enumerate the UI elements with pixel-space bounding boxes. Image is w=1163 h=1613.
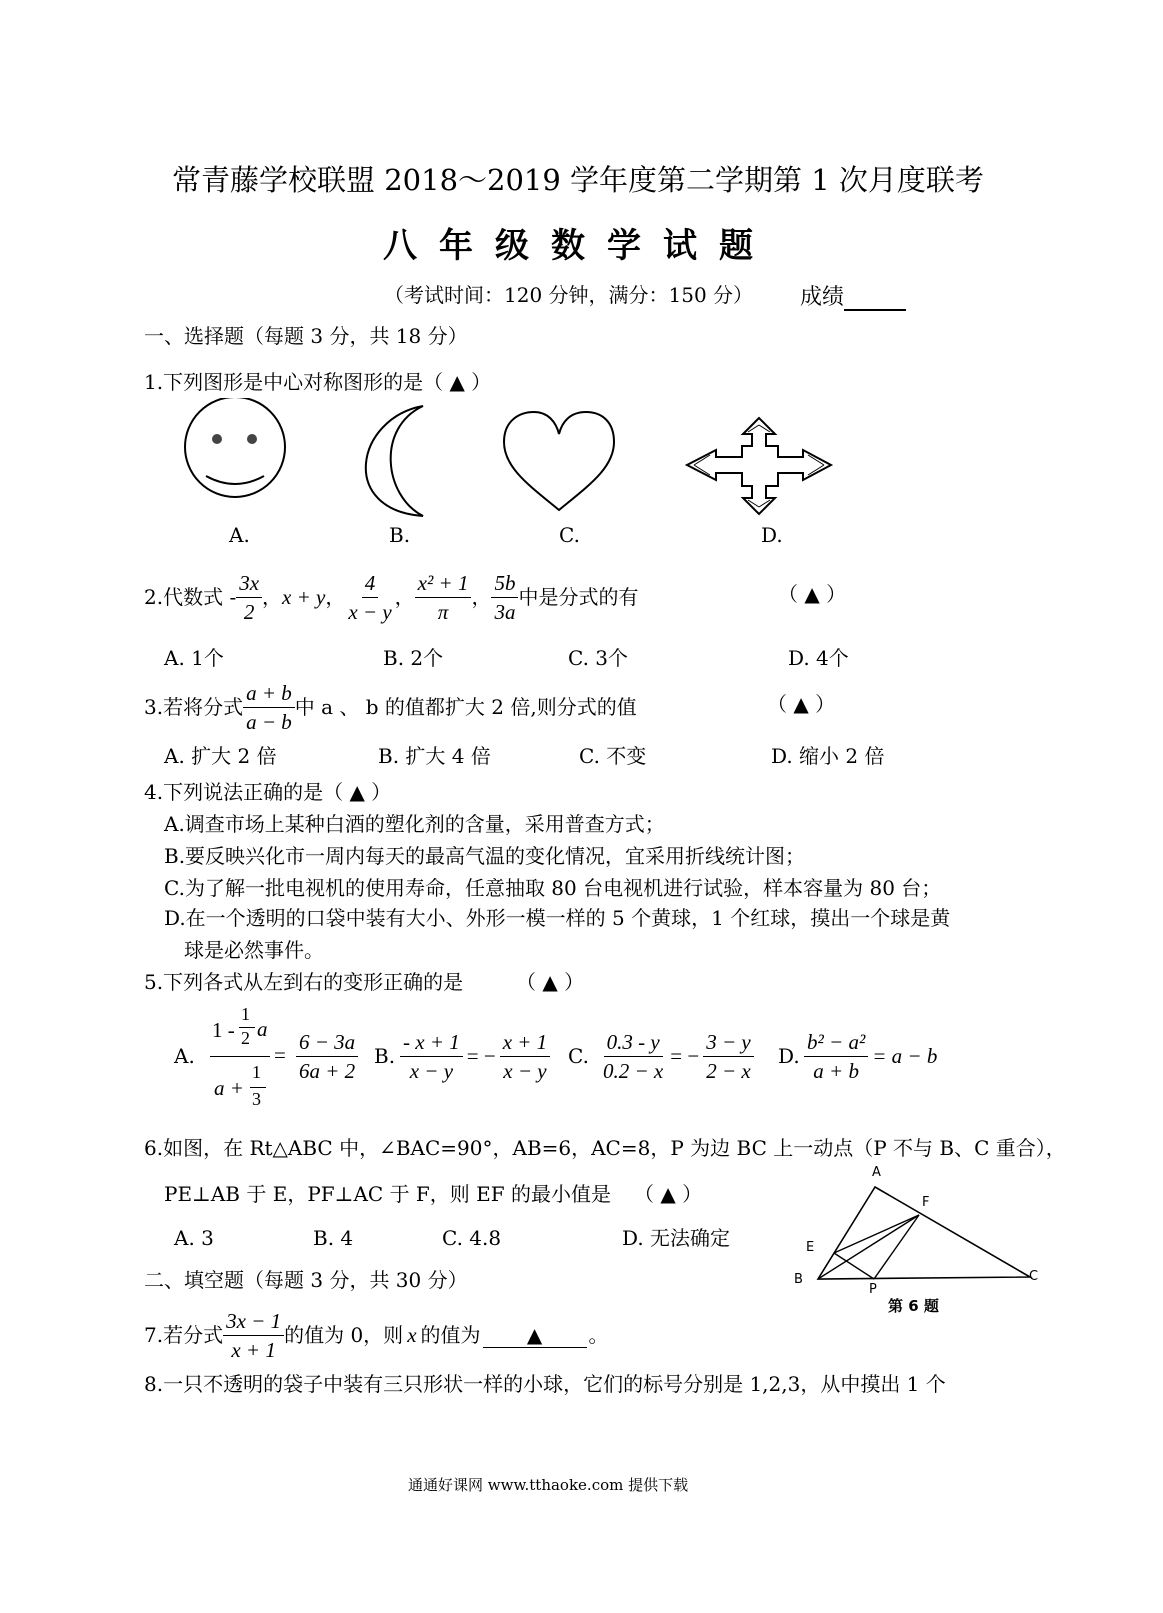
q5-a-num-a: 1 - xyxy=(212,1018,235,1042)
q3-stem xyxy=(144,676,637,738)
q7-answer-mark: ▲ xyxy=(526,1322,543,1347)
q2-f5-num: 5b xyxy=(491,571,518,598)
q5-a-den-small-bar xyxy=(250,1087,266,1088)
exam-title-line1: 常青藤学校联盟 2018～2019 学年度第二学期第 1 次月度联考 xyxy=(172,163,984,197)
q7-prefix: 7.若分式 xyxy=(144,1323,224,1347)
q2-sep2: ， xyxy=(325,585,346,609)
fig-label-c: C xyxy=(1029,1269,1039,1284)
q2-f1-den: 2 xyxy=(243,599,255,624)
four-arrow-figure xyxy=(687,418,831,514)
q2-f4-den: π xyxy=(437,599,449,624)
q6-line2: PE⊥AB 于 E，PF⊥AC 于 F，则 EF 的最小值是 xyxy=(164,1182,611,1206)
q1-label-c[interactable]: C. xyxy=(559,523,580,547)
smiley-figure xyxy=(185,398,285,497)
heart-figure xyxy=(504,412,614,510)
q4-option-d-line2: 球是必然事件。 xyxy=(184,938,324,962)
fig-label-e: E xyxy=(806,1240,815,1255)
q5-b-rhs xyxy=(500,1030,551,1083)
q4-option-c[interactable]: C.为了解一批电视机的使用寿命，任意抽取 80 台电视机进行试验，样本容量为 80 台； xyxy=(164,876,942,900)
q5-a-complex-fraction xyxy=(210,1000,270,1120)
q4-option-b[interactable]: B.要反映兴化市一周内每天的最高气温的变化情况，宜采用折线统计图； xyxy=(164,844,806,868)
q4-stem: 4.下列说法正确的是（ ▲ ） xyxy=(144,780,392,804)
q5-c-lden: 0.2 − x xyxy=(603,1059,664,1083)
q1-label-d[interactable]: D. xyxy=(761,523,783,547)
q6-option-c[interactable]: C. 4.8 xyxy=(442,1226,502,1250)
q5-c-lnum: 0.3 - y xyxy=(604,1030,663,1057)
q3-option-c[interactable]: C. 不变 xyxy=(579,744,647,768)
q2-f1-num: 3x xyxy=(236,571,262,598)
q2-fraction-1 xyxy=(236,571,262,624)
q2-option-d[interactable]: D. 4个 xyxy=(788,646,849,670)
q2-fraction-5 xyxy=(491,571,518,624)
q3-option-b[interactable]: B. 扩大 4 倍 xyxy=(378,744,491,768)
q5-b-eq: = − xyxy=(466,1044,496,1068)
q5-d-lnum: b² − a² xyxy=(804,1030,868,1057)
q2-sep4: ， xyxy=(471,585,492,609)
q7-end: 。 xyxy=(588,1323,609,1347)
q2-stem xyxy=(144,566,638,628)
q2-option-b[interactable]: B. 2个 xyxy=(383,646,444,670)
q5-label-b[interactable]: B. xyxy=(374,1044,396,1068)
crescent-figure xyxy=(366,406,423,516)
q2-option-c[interactable]: C. 3个 xyxy=(568,646,629,670)
q2-f4-num: x² + 1 xyxy=(415,571,472,598)
q7-mid: 的值为 0，则 xyxy=(284,1323,404,1347)
q5-label-a[interactable]: A. xyxy=(174,1044,195,1068)
q5-a-num-c: 2 xyxy=(241,1028,250,1048)
q3-suffix: 中 a 、 b 的值都扩大 2 倍,则分式的值 xyxy=(294,695,637,719)
q5-a-num-b: 1 xyxy=(241,1004,250,1024)
q2-fraction-4 xyxy=(415,571,472,624)
q5-a-eq: = xyxy=(274,1043,286,1067)
exam-info: （考试时间：120 分钟，满分：150 分） xyxy=(384,283,754,307)
q5-d-lhs xyxy=(804,1030,868,1083)
q2-answer-mark: （ ▲ ） xyxy=(778,582,847,606)
q2-expr2: x + y xyxy=(282,585,326,609)
q2-prefix: 2.代数式 - xyxy=(144,585,237,609)
q7-f-num: 3x − 1 xyxy=(223,1309,284,1336)
score-label: 成绩 xyxy=(800,285,845,310)
q2-suffix: 中是分式的有 xyxy=(518,585,639,609)
score-field xyxy=(800,280,906,311)
q7-f-den: x + 1 xyxy=(231,1337,276,1362)
score-blank[interactable] xyxy=(844,287,906,311)
section2-heading: 二、填空题（每题 3 分，共 30 分） xyxy=(144,1268,468,1292)
q3-f-den: a − b xyxy=(246,709,292,734)
q2-f5-den: 3a xyxy=(494,599,516,624)
q5-c-expression xyxy=(600,1030,754,1083)
q5-a-den-b: 1 xyxy=(252,1062,261,1082)
q5-b-lden: x − y xyxy=(409,1059,454,1083)
q5-a-rhs xyxy=(296,1030,358,1083)
q2-sep3: ， xyxy=(394,585,415,609)
q6-line1: 6.如图，在 Rt△ABC 中，∠BAC=90°，AB=6，AC=8，P 为边 BC 上一动点（P 不与 B、C 重合）， xyxy=(144,1136,1066,1160)
q2-f3-num: 4 xyxy=(362,571,379,598)
segment-bf xyxy=(818,1215,919,1279)
q2-fraction-3 xyxy=(345,571,394,624)
fig-caption: 第 6 题 xyxy=(888,1297,939,1315)
q5-c-rden: 2 − x xyxy=(706,1059,751,1083)
q5-label-d[interactable]: D. xyxy=(778,1044,800,1068)
q5-b-lnum: - x + 1 xyxy=(400,1030,463,1057)
q7-suffix: 的值为 xyxy=(420,1323,481,1347)
q5-a-num-d: a xyxy=(257,1017,268,1041)
q5-b-expression xyxy=(400,1030,550,1083)
q6-option-a[interactable]: A. 3 xyxy=(174,1226,214,1250)
q5-a-den-c: 3 xyxy=(252,1089,261,1109)
q1-label-a[interactable]: A. xyxy=(229,523,250,547)
q1-label-b[interactable]: B. xyxy=(389,523,411,547)
section1-heading: 一、选择题（每题 3 分，共 18 分） xyxy=(144,324,468,348)
q3-f-num: a + b xyxy=(243,681,295,708)
q8-text: 8.一只不透明的袋子中装有三只形状一样的小球，它们的标号分别是 1,2,3，从中摸出 1 个 xyxy=(144,1372,946,1396)
q3-fraction xyxy=(243,681,295,734)
q5-label-c[interactable]: C. xyxy=(568,1044,589,1068)
q5-a-rnum: 6 − 3a xyxy=(296,1030,358,1057)
q5-d-expression xyxy=(804,1030,937,1083)
q4-option-d-line1[interactable]: D.在一个透明的口袋中装有大小、外形一模一样的 5 个黄球，1 个红球，摸出一个球是黄 xyxy=(164,906,951,930)
q7-fraction xyxy=(223,1309,284,1362)
q2-option-a[interactable]: A. 1个 xyxy=(164,646,224,670)
q5-c-eq: = − xyxy=(670,1044,700,1068)
q5-c-rhs xyxy=(703,1030,754,1083)
fig-label-b: B xyxy=(794,1272,803,1287)
q5-stem: 5.下列各式从左到右的变形正确的是 xyxy=(144,970,464,994)
q2-f3-den: x − y xyxy=(348,599,392,624)
q5-b-lhs xyxy=(400,1030,463,1083)
q5-a-rden: 6a + 2 xyxy=(299,1059,356,1083)
exam-title-line2: 八年级数学试题 xyxy=(383,226,775,266)
q5-a-den-a: a + xyxy=(214,1076,244,1100)
q1-stem: 1.下列图形是中心对称图形的是（ ▲ ） xyxy=(144,370,492,394)
q1-figures xyxy=(170,398,850,528)
q5-a-rhs-fraction xyxy=(296,1030,358,1083)
q4-option-a[interactable]: A.调查市场上某种白酒的塑化剂的含量，采用普查方式； xyxy=(164,812,665,836)
page-footer: 通通好课网 www.tthaoke.com 提供下载 xyxy=(408,1476,689,1494)
q5-b-rden: x − y xyxy=(503,1059,547,1083)
q3-prefix: 3.若将分式 xyxy=(144,695,244,719)
q5-c-rnum: 3 − y xyxy=(703,1030,754,1057)
fig-label-p: P xyxy=(869,1282,877,1297)
q6-option-b[interactable]: B. 4 xyxy=(313,1226,354,1250)
q5-b-rnum: x + 1 xyxy=(500,1030,551,1057)
q7-var: x xyxy=(407,1323,417,1347)
q5-d-lden: a + b xyxy=(813,1059,859,1083)
q7-answer-blank[interactable] xyxy=(483,1323,587,1348)
q2-sep1: ， xyxy=(262,585,283,609)
q3-answer-mark: （ ▲ ） xyxy=(767,692,836,716)
q3-option-a[interactable]: A. 扩大 2 倍 xyxy=(164,744,277,768)
q7-stem xyxy=(144,1304,609,1366)
q6-answer-mark: （ ▲ ） xyxy=(634,1182,703,1206)
q5-a-main-bar xyxy=(210,1056,270,1057)
fig-label-a: A xyxy=(872,1165,881,1180)
q6-option-d[interactable]: D. 无法确定 xyxy=(622,1226,731,1250)
q5-answer-mark: （ ▲ ） xyxy=(516,970,585,994)
q3-option-d[interactable]: D. 缩小 2 倍 xyxy=(771,744,885,768)
q5-c-lhs xyxy=(600,1030,666,1083)
q5-d-rhs: = a − b xyxy=(872,1044,938,1068)
fig-label-f: F xyxy=(922,1195,930,1210)
